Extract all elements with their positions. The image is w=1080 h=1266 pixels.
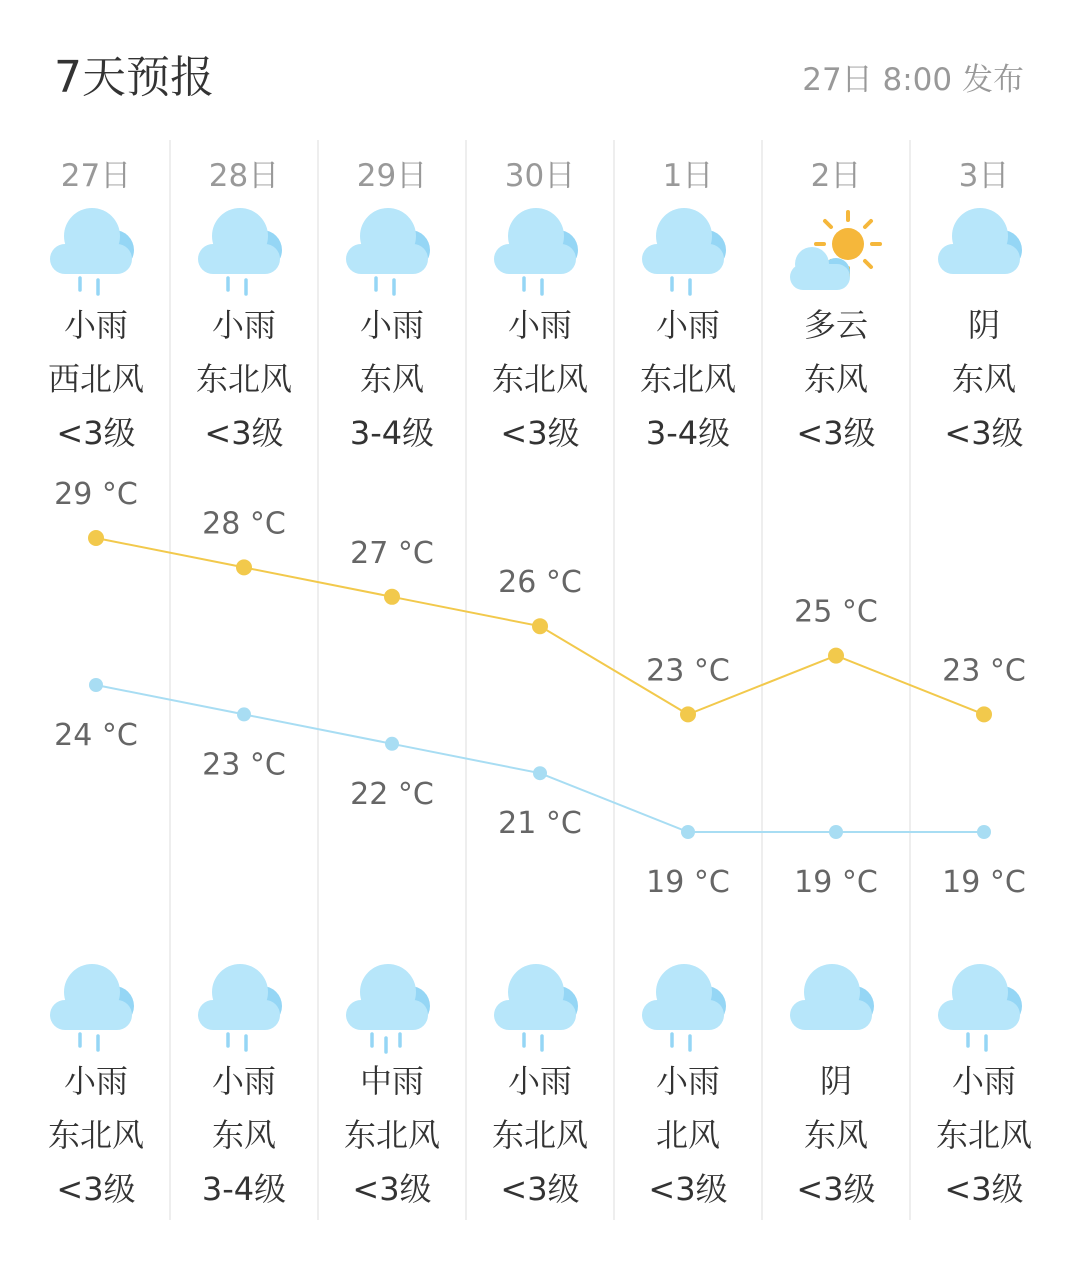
day-wind-direction: 东风 [951,360,1016,398]
night-wind-level: <3级 [500,1170,580,1208]
low-temp-label: 22 °C [350,776,434,812]
night-weather-label: 小雨 [507,1062,572,1100]
day-column[interactable] [466,140,614,1220]
high-temp-label: 27 °C [350,535,434,571]
day-weather-label: 小雨 [63,306,128,344]
night-wind-direction: 北风 [655,1116,720,1154]
light-rain-icon [628,198,748,298]
day-wind-level: <3级 [56,414,136,452]
day-date: 30日 [504,158,576,194]
day-column[interactable] [170,140,318,1220]
low-temp-label: 19 °C [942,865,1026,900]
day-wind-direction: 东风 [803,360,868,398]
day-wind-level: <3级 [500,414,580,452]
day-wind-level: <3级 [796,414,876,452]
day-wind-level: <3级 [944,414,1024,452]
day-column[interactable] [614,140,762,1220]
day-date: 29日 [356,158,428,194]
light-rain-icon [36,198,156,298]
partly-cloudy-icon [776,198,896,298]
publish-time: 27日 8:00 发布 [802,62,1024,98]
night-wind-level: 3-4级 [201,1170,287,1208]
day-column[interactable] [910,140,1058,1220]
day-column[interactable] [22,140,170,1220]
light-rain-icon [184,954,304,1054]
low-temp-label: 21 °C [498,806,582,842]
night-wind-direction: 东北风 [343,1116,440,1154]
night-weather-label: 小雨 [951,1062,1016,1100]
day-wind-direction: 西北风 [47,360,144,398]
night-weather-label: 中雨 [359,1062,424,1100]
forecast-grid [22,140,1058,1220]
night-wind-direction: 东北风 [935,1116,1032,1154]
day-weather-label: 小雨 [655,306,720,344]
high-temp-label: 25 °C [794,594,878,630]
high-temp-label: 23 °C [646,653,730,689]
day-wind-level: <3级 [204,414,284,452]
night-wind-level: <3级 [796,1170,876,1208]
night-wind-direction: 东风 [803,1116,868,1154]
night-wind-level: <3级 [56,1170,136,1208]
day-date: 28日 [208,158,280,194]
page-title: 7天预报 [54,52,214,103]
light-rain-icon [480,954,600,1054]
high-temp-label: 29 °C [54,477,138,512]
overcast-icon [924,198,1044,298]
low-temp-label: 24 °C [54,718,138,753]
day-wind-direction: 东北风 [491,360,588,398]
light-rain-icon [480,198,600,298]
night-weather-label: 小雨 [63,1062,128,1100]
day-column[interactable] [762,140,910,1220]
day-wind-level: 3-4级 [645,414,731,452]
high-temp-label: 26 °C [498,565,582,601]
low-temp-label: 19 °C [646,865,730,900]
night-wind-level: <3级 [944,1170,1024,1208]
day-wind-level: 3-4级 [349,414,435,452]
night-wind-direction: 东风 [211,1116,276,1154]
light-rain-icon [332,198,452,298]
day-weather-label: 小雨 [211,306,276,344]
day-weather-label: 小雨 [359,306,424,344]
night-wind-direction: 东北风 [491,1116,588,1154]
day-weather-label: 多云 [803,306,868,344]
day-weather-label: 阴 [967,306,1000,344]
light-rain-icon [36,954,156,1054]
night-wind-level: <3级 [648,1170,728,1208]
night-wind-direction: 东北风 [47,1116,144,1154]
day-wind-direction: 东北风 [195,360,292,398]
day-date: 27日 [60,158,132,194]
day-date: 3日 [958,158,1010,194]
high-temp-label: 23 °C [942,653,1026,689]
night-weather-label: 小雨 [655,1062,720,1100]
day-wind-direction: 东风 [359,360,424,398]
day-weather-label: 小雨 [507,306,572,344]
night-weather-label: 阴 [819,1062,852,1100]
light-rain-icon [628,954,748,1054]
overcast-icon [776,954,896,1054]
day-date: 2日 [810,158,862,194]
light-rain-icon [184,198,304,298]
day-date: 1日 [662,158,714,194]
moderate-rain-icon [332,954,452,1054]
night-weather-label: 小雨 [211,1062,276,1100]
day-column[interactable] [318,140,466,1220]
light-rain-icon [924,954,1044,1054]
low-temp-label: 23 °C [202,747,286,783]
day-wind-direction: 东北风 [639,360,736,398]
low-temp-label: 19 °C [794,865,878,900]
night-wind-level: <3级 [352,1170,432,1208]
high-temp-label: 28 °C [202,506,286,542]
